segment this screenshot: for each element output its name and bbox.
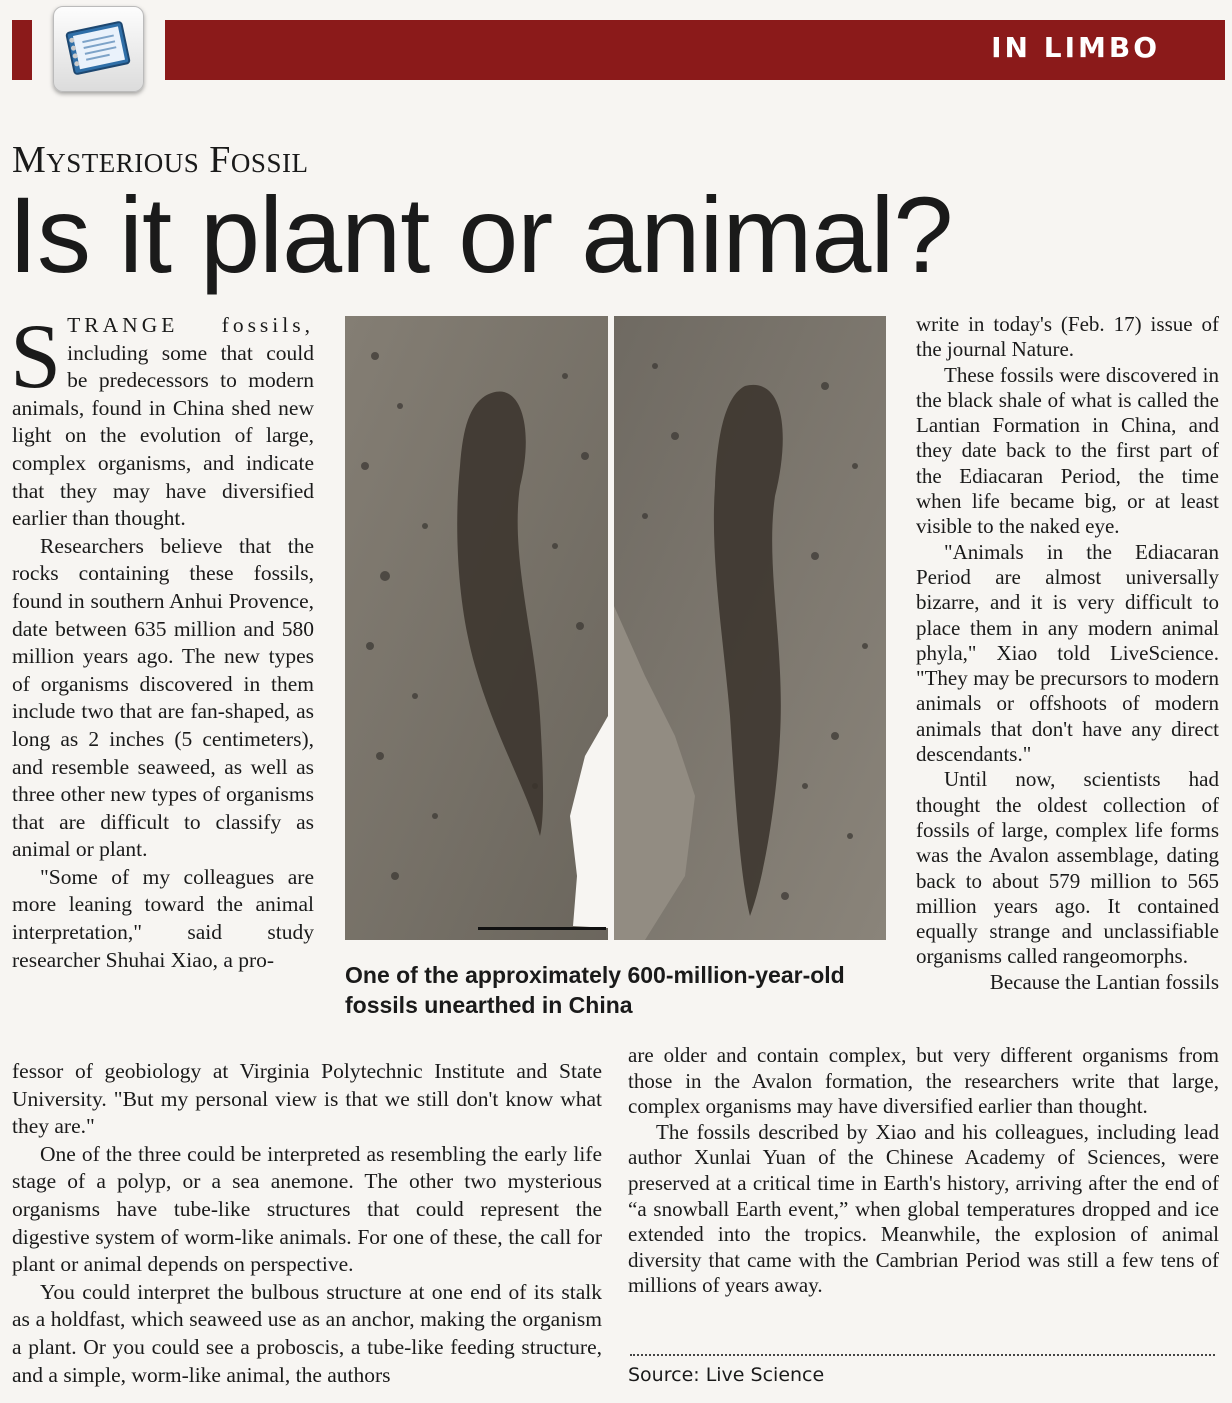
lead-text: including some that could be predecessors to modern animals, found in China shed new light on the evolution of large, complex organisms, and indicate that they may have diversified earlier than thought.: [12, 340, 314, 531]
paragraph: Researchers believe that the rocks containing these fossils, found in southern Anhui Provence, date between 635 million and 580 million years ago. The new types of organisms discovered in them include two that are fan-shaped, as long as 2 inches (5 centimeters), and resemble seaweed, as well as three other new types of organisms that are difficult to classify as animal or plant.: [12, 533, 314, 862]
column-3-continued: [628, 1043, 1219, 1299]
section-logo: [53, 6, 144, 92]
column-1-continued: [12, 1058, 602, 1389]
paragraph: Until now, scientists had thought the oldest collection of fossils of large, complex life forms was the Avalon assemblage, dating back to about 579 million to 565 million years ago. It contained equally strange and unclassifiable organisms called rangeomorphs.: [916, 767, 1219, 969]
source-credit: Source: Live Science: [628, 1364, 825, 1386]
paragraph: You could interpret the bulbous structure at one end of its stalk as a holdfast, which seaweed use as an anchor, making the organism a plant. Or you could see a proboscis, a tube-like feeding structure, and a simple, worm-like animal, the authors: [12, 1279, 602, 1387]
column-1: [10, 305, 314, 974]
paragraph: are older and contain complex, but very different organisms from those in the Avalon formation, the researchers write that large, complex organisms may have diversified earlier than thought.: [628, 1043, 1219, 1119]
header-accent-bar: [12, 20, 32, 80]
source-divider: [630, 1354, 1215, 1356]
paragraph: One of the three could be interpreted as resembling the early life stage of a polyp, or a sea anemone. The other two mysterious organisms have tube-like structures that could represent the digestive system of worm-like animals. For one of these, the call for plant or animal depends on perspective.: [12, 1141, 602, 1277]
notebook-icon: [62, 15, 134, 81]
paragraph: fessor of geobiology at Virginia Polytechnic Institute and State University. "But my personal view is that we still don't know what they are.": [12, 1059, 602, 1139]
paragraph: "Animals in the Ediacaran Period are almost universally bizarre, and it is very difficult to place them in any modern animal phyla," Xiao told LiveScience. "They may be precursors to modern animals or offshoots of modern animals that don't have any direct descendants.": [916, 539, 1219, 767]
drop-cap: S: [10, 305, 62, 407]
photo-caption: One of the approximately 600-million-year-old fossils unearthed in China: [345, 962, 845, 1018]
section-label: IN LIMBO: [991, 31, 1160, 64]
paragraph: These fossils were discovered in the black shale of what is called the Lantian Formation in China, and they date back to the first part of the Ediacaran Period, the time when life became big, or at least visible to the naked eye.: [916, 362, 1219, 539]
paragraph-start: Because the Lantian fossils: [989, 969, 1219, 994]
column-3: [916, 312, 1219, 995]
article-kicker: Mysterious Fossil: [12, 139, 309, 181]
paragraph: write in today's (Feb. 17) issue of the journal Nature.: [916, 312, 1219, 362]
paragraph: "Some of my colleagues are more leaning toward the animal interpretation," said study researcher Shuhai Xiao, a pro-: [12, 864, 314, 972]
paragraph: The fossils described by Xiao and his colleagues, including lead author Xunlai Yuan of the Chinese Academy of Sciences, were preserved at a critical time in Earth's history, arriving after the end of “a snowball Earth event,” when global temperatures dropped and ice extended into the tropics. Meanwhile, the explosion of animal diversity that came with the Cambrian Period was still a few tens of millions of years away.: [628, 1119, 1219, 1298]
fossil-photo: [345, 316, 886, 940]
article-headline: Is it plant or animal?: [8, 174, 953, 295]
lead-paragraph: [10, 305, 314, 533]
lead-spaced-text: TRANGE fossils,: [67, 313, 314, 337]
